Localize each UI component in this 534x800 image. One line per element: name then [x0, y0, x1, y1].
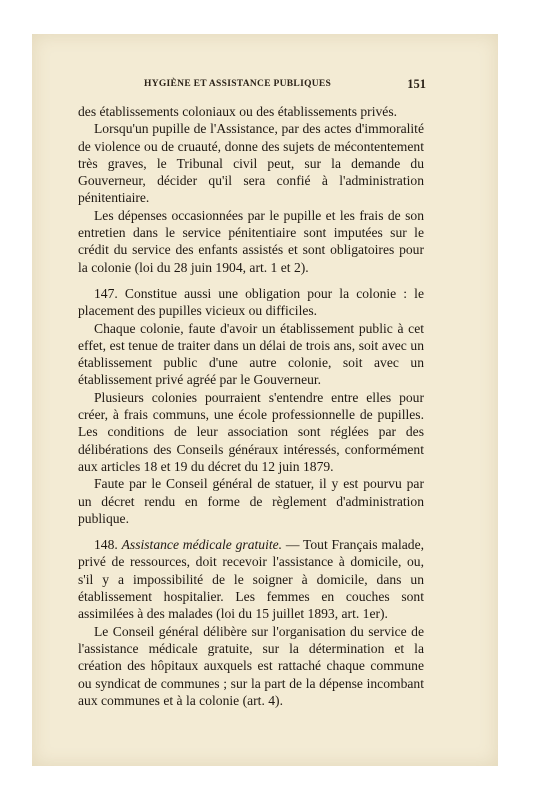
- paragraph: Lorsqu'un pupille de l'Assistance, par des actes d'immoralité de violence ou de cruauté, donne des sujets de mécontentement très graves, le Tribunal civil peut, sur la demande du Gouverneur, décider qu'il sera confié à l'administration pénitentiaire.: [78, 121, 424, 206]
- page-number: 151: [407, 77, 426, 91]
- running-header: [80, 79, 434, 95]
- paragraph: des établissements coloniaux ou des établissements privés.: [78, 104, 398, 119]
- section-number: 148.: [94, 537, 118, 553]
- body-text: [78, 103, 424, 709]
- paragraph: Le Conseil général délibère sur l'organisation du service de l'assistance médicale gratuite, sur la détermination et la création des hôpitaux auxquels est rattaché chaque commune ou syndicat de communes ; sur la part de la dépense incombant aux communes et à la colonie (art. 4).: [78, 623, 424, 708]
- section-heading: Assistance médicale gratuite.: [121, 537, 283, 553]
- section-147-paragraph: 147. Constitue aussi une obligation pour la colonie : le placement des pupilles vicieux ou difficiles.: [78, 285, 424, 319]
- paragraph: Chaque colonie, faute d'avoir un établissement public à cet effet, est tenue de traiter dans un délai de trois ans, soit avec un établissement public d'une autre colonie, soit avec un établissement privé agréé par le Gouverneur.: [78, 320, 424, 388]
- header-title: HYGIÈNE ET ASSISTANCE PUBLIQUES: [144, 79, 332, 89]
- paragraph: Plusieurs colonies pourraient s'entendre entre elles pour créer, à frais communs, une école professionnelle de pupilles. Les conditions de leur association sont réglées par des délibérations des Conseils généraux intéressés, conformément aux articles 18 et 19 du décret du 12 juin 1879.: [78, 389, 424, 474]
- section-148-paragraph: [78, 536, 424, 622]
- paragraph: Faute par le Conseil général de statuer, il y est pourvu par un décret rendu en forme de règlement d'administration publique.: [78, 476, 424, 526]
- section-text: — Tout Français malade, privé de ressources, doit recevoir l'assistance à domicile, ou, s'il y a impossibilité de le soigner à domicile, dans un établissement hospitalier. Les femmes en couches sont assimilées à des malades (loi du 15 juillet 1893, art. 1er).: [78, 537, 425, 622]
- paragraph: Les dépenses occasionnées par le pupille et les frais de son entretien dans le service pénitentiaire sont imputées sur le crédit du service des enfants assistés et sont obligatoires pour la colonie (loi du 28 juin 1904, art. 1 et 2).: [78, 207, 424, 275]
